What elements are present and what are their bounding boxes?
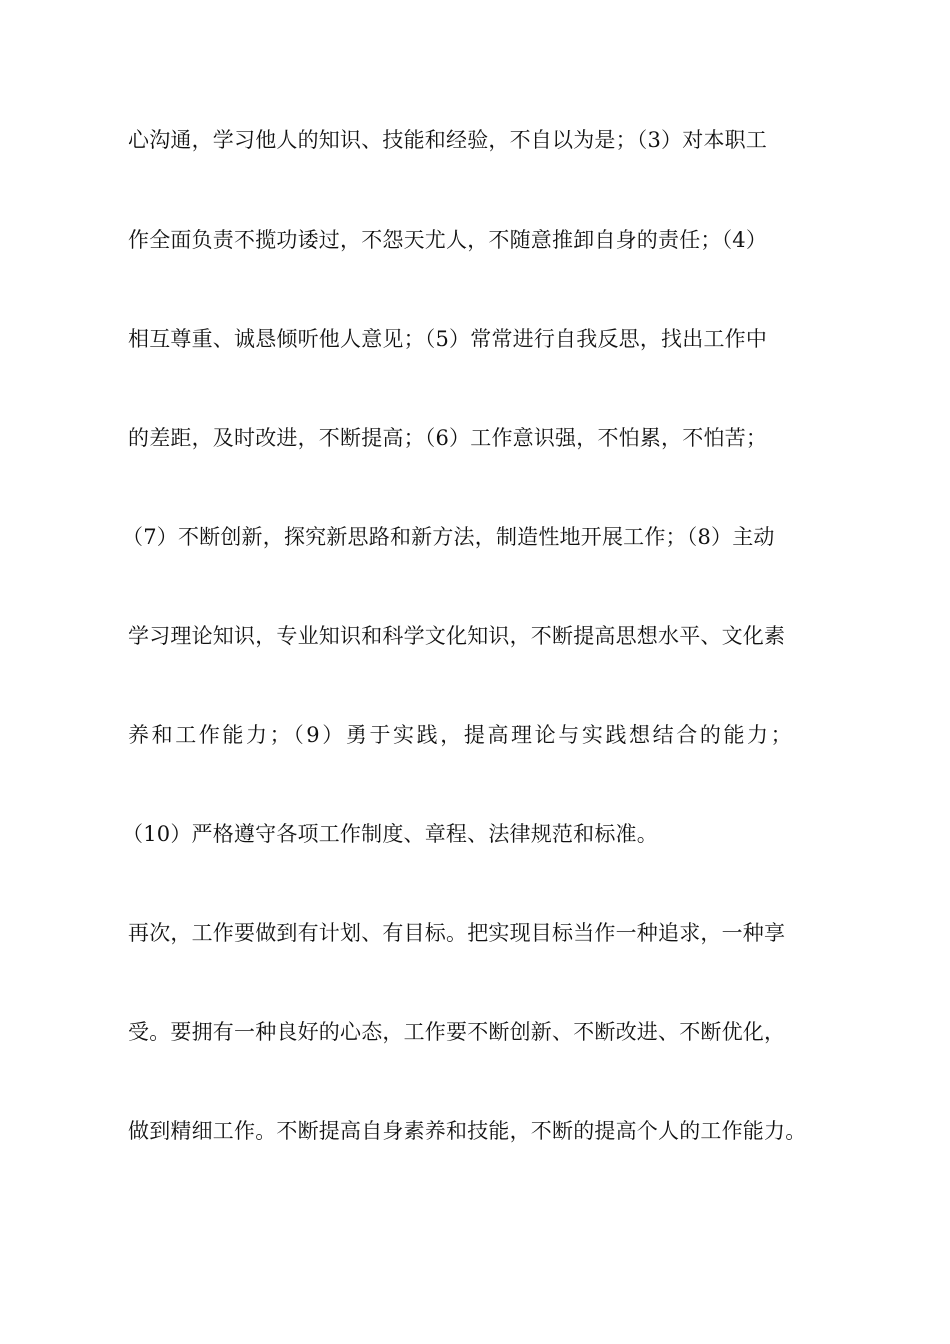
paragraph-line: 相互尊重、诚恳倾听他人意见；（5）常常进行自我反思，找出工作中 <box>128 327 768 351</box>
paragraph-line: 学习理论知识，专业知识和科学文化知识，不断提高思想水平、文化素 <box>128 624 786 648</box>
paragraph-line: 做到精细工作。不断提高自身素养和技能，不断的提高个人的工作能力。 <box>128 1119 807 1143</box>
paragraph-line: 再次，工作要做到有计划、有目标。把实现目标当作一种追求，一种享 <box>128 921 786 945</box>
paragraph-line: 心沟通，学习他人的知识、技能和经验，不自以为是；（3）对本职工 <box>128 128 768 152</box>
paragraph-line: （7）不断创新，探究新思路和新方法，制造性地开展工作；（8）主动 <box>122 525 775 549</box>
paragraph-line: 受。要拥有一种良好的心态，工作要不断创新、不断改进、不断优化， <box>128 1020 786 1044</box>
paragraph-line: 的差距，及时改进，不断提高；（6）工作意识强，不怕累，不怕苦； <box>128 426 768 450</box>
paragraph-line: （10）严格遵守各项工作制度、章程、法律规范和标准。 <box>122 822 658 846</box>
paragraph-line: 养和工作能力；（9）勇于实践，提高理论与实践想结合的能力； <box>128 723 795 747</box>
paragraph-line: 作全面负责不揽功诿过，不怨天尤人，不随意推卸自身的责任；（4） <box>128 228 768 252</box>
